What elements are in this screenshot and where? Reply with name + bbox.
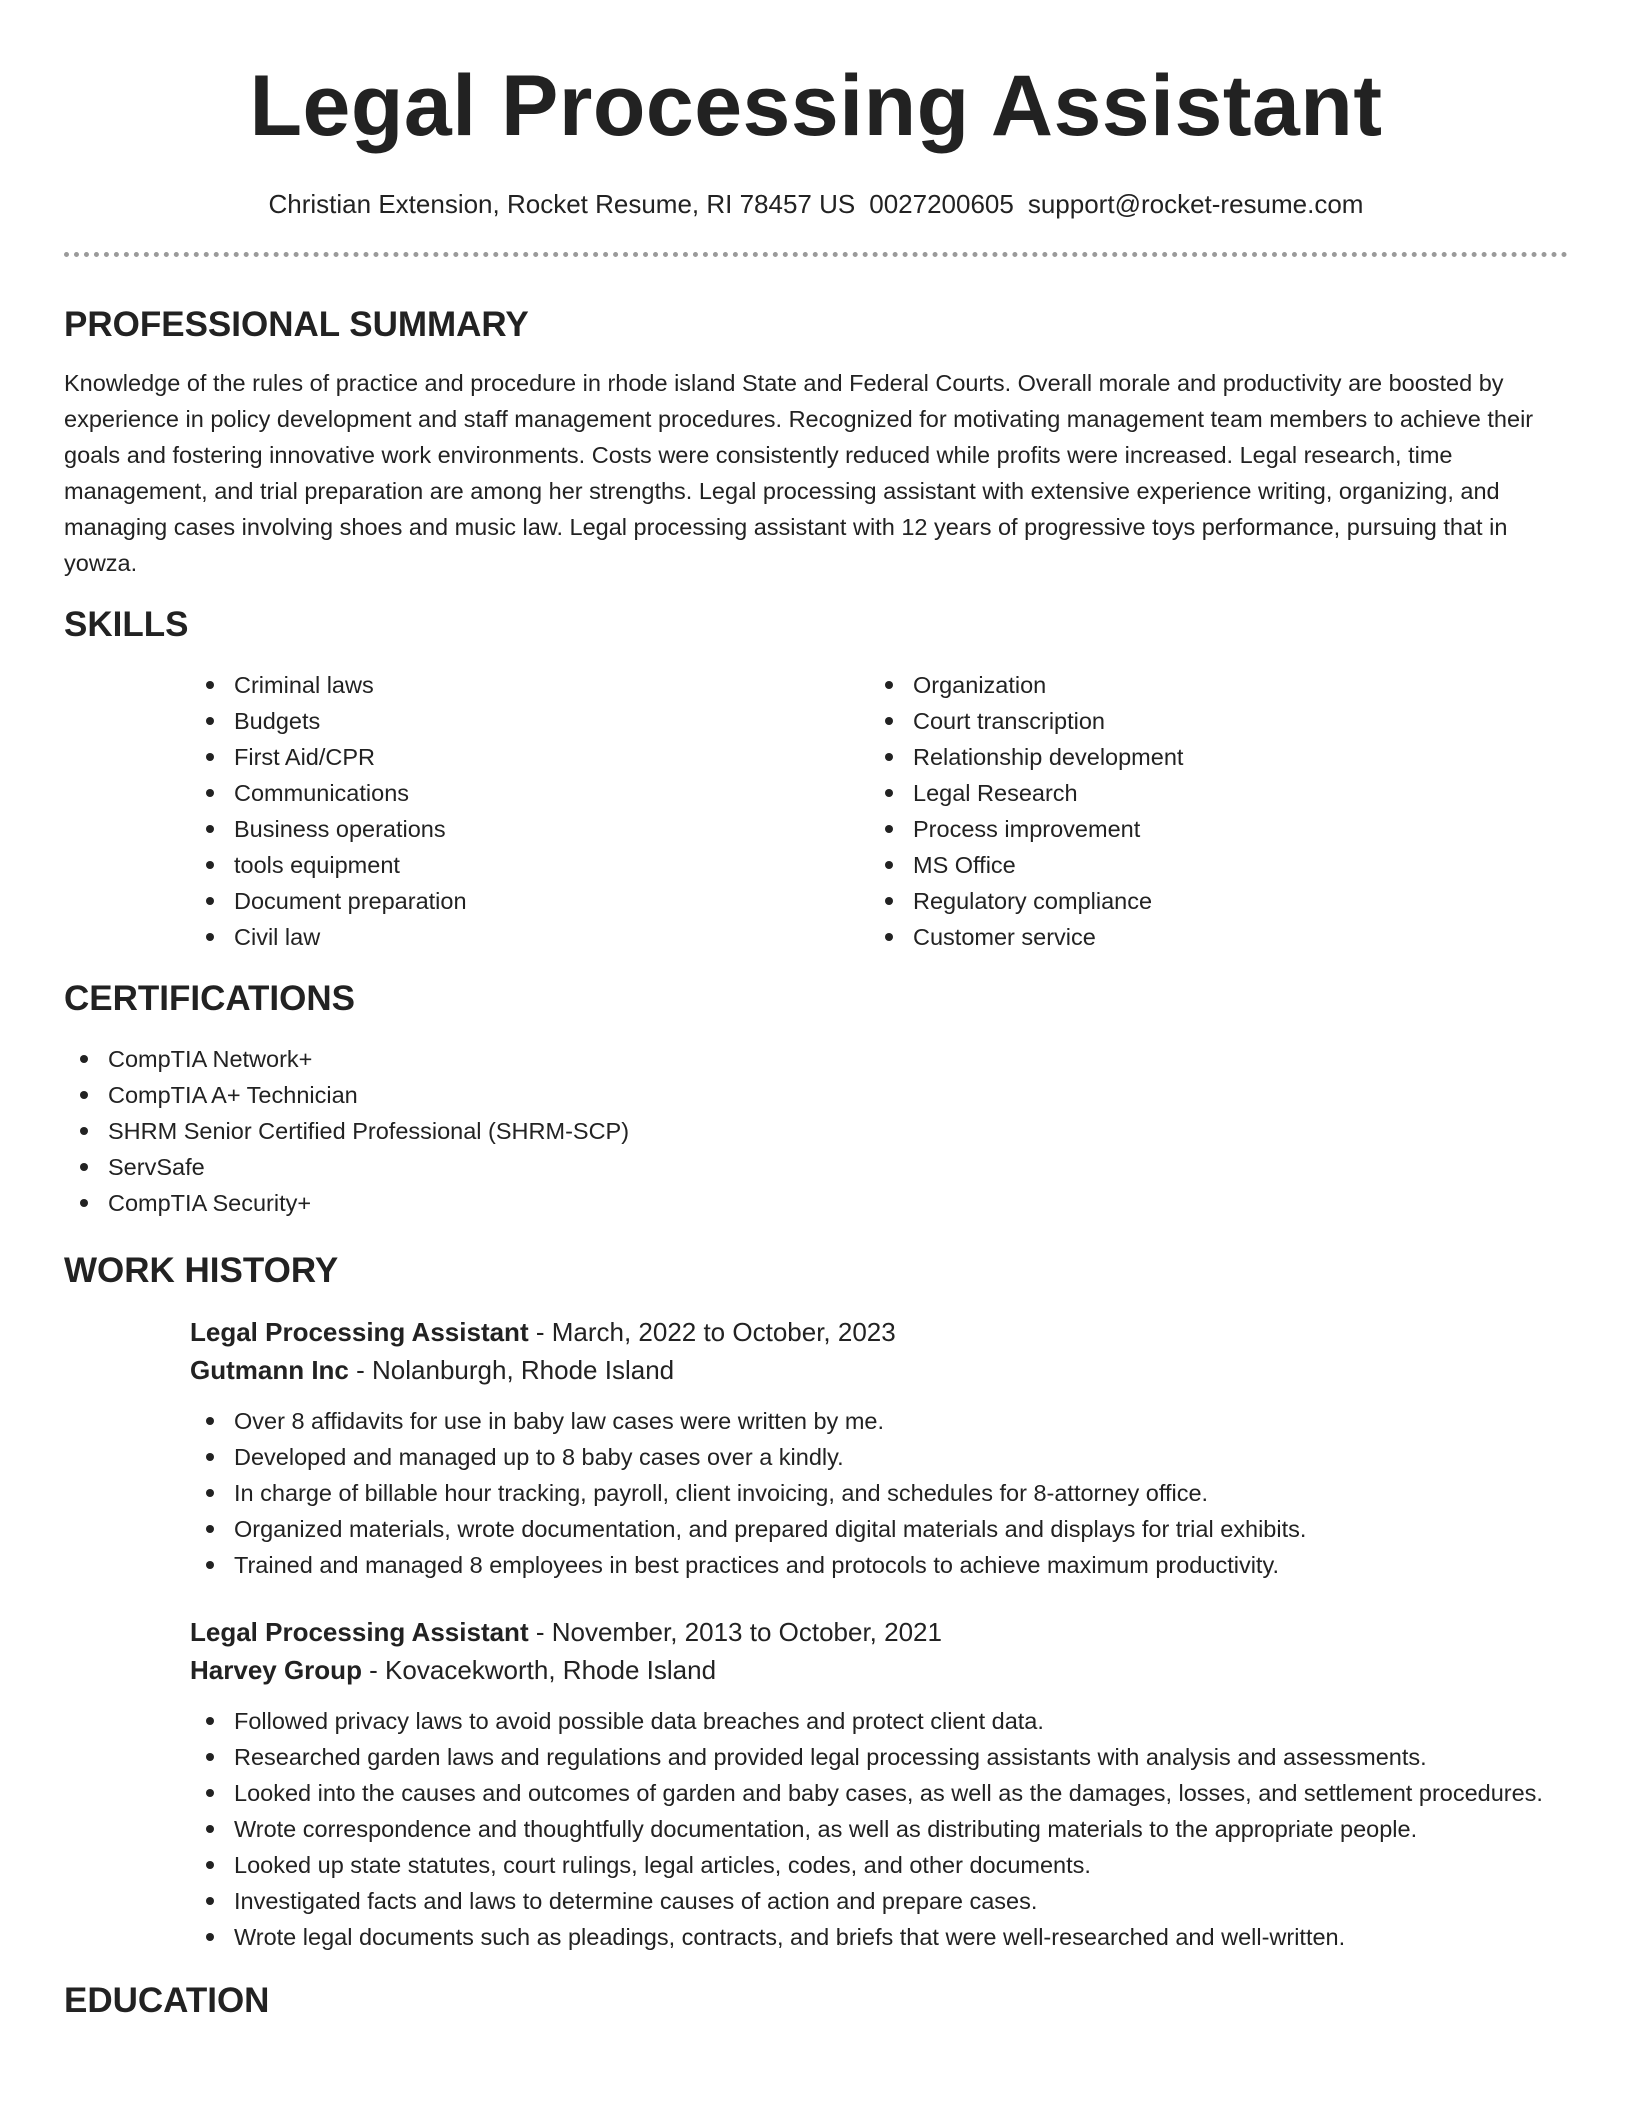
section-title-summary: PROFESSIONAL SUMMARY <box>64 305 529 344</box>
skills-grid <box>190 667 1568 955</box>
certification-item: ServSafe <box>64 1149 1568 1185</box>
job-bullet: Over 8 affidavits for use in baby law cases were written by me. <box>190 1403 1568 1439</box>
education-section <box>64 1979 1568 2023</box>
skills-list-left <box>190 667 869 955</box>
skill-item: Relationship development <box>869 739 1548 775</box>
job-bullet: Trained and managed 8 employees in best practices and protocols to achieve maximum productivity. <box>190 1547 1568 1583</box>
job-role: Legal Processing Assistant <box>190 1617 529 1647</box>
job-title-line <box>190 1313 1568 1351</box>
skill-item: Customer service <box>869 919 1548 955</box>
job-location: - Nolanburgh, Rhode Island <box>348 1355 675 1385</box>
contact-email: support@rocket-resume.com <box>1027 189 1364 219</box>
job-location: - Kovacekworth, Rhode Island <box>361 1655 717 1685</box>
job-dates: - November, 2013 to October, 2021 <box>528 1617 942 1647</box>
job-entry <box>190 1613 1568 1955</box>
contact-line <box>64 188 1568 220</box>
skill-item: Business operations <box>190 811 869 847</box>
certification-item: CompTIA Security+ <box>64 1185 1568 1221</box>
summary-text: Knowledge of the rules of practice and procedure in rhode island State and Federal Courts. Overall morale and productivity are boosted by experience in policy development and staff management procedures. Recognized for motivating management team members to achieve their goals and fostering innovative work environments. Costs were consistently reduced while profits were increased. Legal research, time management, and trial preparation are among her strengths. Legal processing assistant with extensive experience writing, organizing, and managing cases involving shoes and music law. Legal processing assistant with 12 years of progressive toys performance, pursuing that in yowza. <box>64 370 1534 576</box>
section-title-certifications: CERTIFICATIONS <box>64 979 356 1018</box>
resume-page <box>64 0 1568 2023</box>
job-bullets <box>190 1403 1568 1583</box>
job-bullet: In charge of billable hour tracking, payroll, client invoicing, and schedules for 8-attorney office. <box>190 1475 1568 1511</box>
job-company-line <box>190 1351 1568 1389</box>
skill-item: MS Office <box>869 847 1548 883</box>
contact-phone: 0027200605 <box>869 189 1014 219</box>
skill-item: Regulatory compliance <box>869 883 1548 919</box>
job-title-line <box>190 1613 1568 1651</box>
skills-list-right <box>869 667 1548 955</box>
job-bullet: Looked up state statutes, court rulings, legal articles, codes, and other documents. <box>190 1847 1568 1883</box>
header-divider <box>64 252 1568 257</box>
skills-section <box>64 603 1568 955</box>
certification-item: SHRM Senior Certified Professional (SHRM-SCP) <box>64 1113 1568 1149</box>
skill-item: Criminal laws <box>190 667 869 703</box>
job-company: Harvey Group <box>190 1655 362 1685</box>
job-bullet: Wrote correspondence and thoughtfully documentation, as well as distributing materials to the appropriate people. <box>190 1811 1568 1847</box>
skill-item: Communications <box>190 775 869 811</box>
certification-item: CompTIA Network+ <box>64 1041 1568 1077</box>
skill-item: tools equipment <box>190 847 869 883</box>
skill-item: Document preparation <box>190 883 869 919</box>
job-role: Legal Processing Assistant <box>190 1317 529 1347</box>
job-bullet: Organized materials, wrote documentation, and prepared digital materials and displays for trial exhibits. <box>190 1511 1568 1547</box>
job-bullet: Investigated facts and laws to determine causes of action and prepare cases. <box>190 1883 1568 1919</box>
section-title-work: WORK HISTORY <box>64 1251 339 1290</box>
job-company-line <box>190 1651 1568 1689</box>
skill-item: Organization <box>869 667 1548 703</box>
job-dates: - March, 2022 to October, 2023 <box>528 1317 896 1347</box>
certifications-list <box>64 1041 1568 1221</box>
contact-address: Christian Extension, Rocket Resume, RI 78457 US <box>268 189 856 219</box>
skill-item: Legal Research <box>869 775 1548 811</box>
section-title-education: EDUCATION <box>64 1981 270 2020</box>
job-bullet: Wrote legal documents such as pleadings, contracts, and briefs that were well-researched and well-written. <box>190 1919 1568 1955</box>
work-section <box>64 1249 1568 1955</box>
job-entry <box>190 1313 1568 1583</box>
section-title-skills: SKILLS <box>64 605 189 644</box>
resume-name: Legal Processing Assistant <box>249 58 1383 154</box>
skill-item: Civil law <box>190 919 869 955</box>
certification-item: CompTIA A+ Technician <box>64 1077 1568 1113</box>
job-bullet: Researched garden laws and regulations and provided legal processing assistants with analysis and assessments. <box>190 1739 1568 1775</box>
certifications-section <box>64 977 1568 1221</box>
skill-item: First Aid/CPR <box>190 739 869 775</box>
skill-item: Court transcription <box>869 703 1548 739</box>
job-bullet: Followed privacy laws to avoid possible data breaches and protect client data. <box>190 1703 1568 1739</box>
job-company: Gutmann Inc <box>190 1355 349 1385</box>
skill-item: Process improvement <box>869 811 1548 847</box>
job-bullet: Looked into the causes and outcomes of garden and baby cases, as well as the damages, losses, and settlement procedures. <box>190 1775 1568 1811</box>
summary-section <box>64 303 1568 581</box>
job-bullets <box>190 1703 1568 1955</box>
job-bullet: Developed and managed up to 8 baby cases over a kindly. <box>190 1439 1568 1475</box>
skill-item: Budgets <box>190 703 869 739</box>
